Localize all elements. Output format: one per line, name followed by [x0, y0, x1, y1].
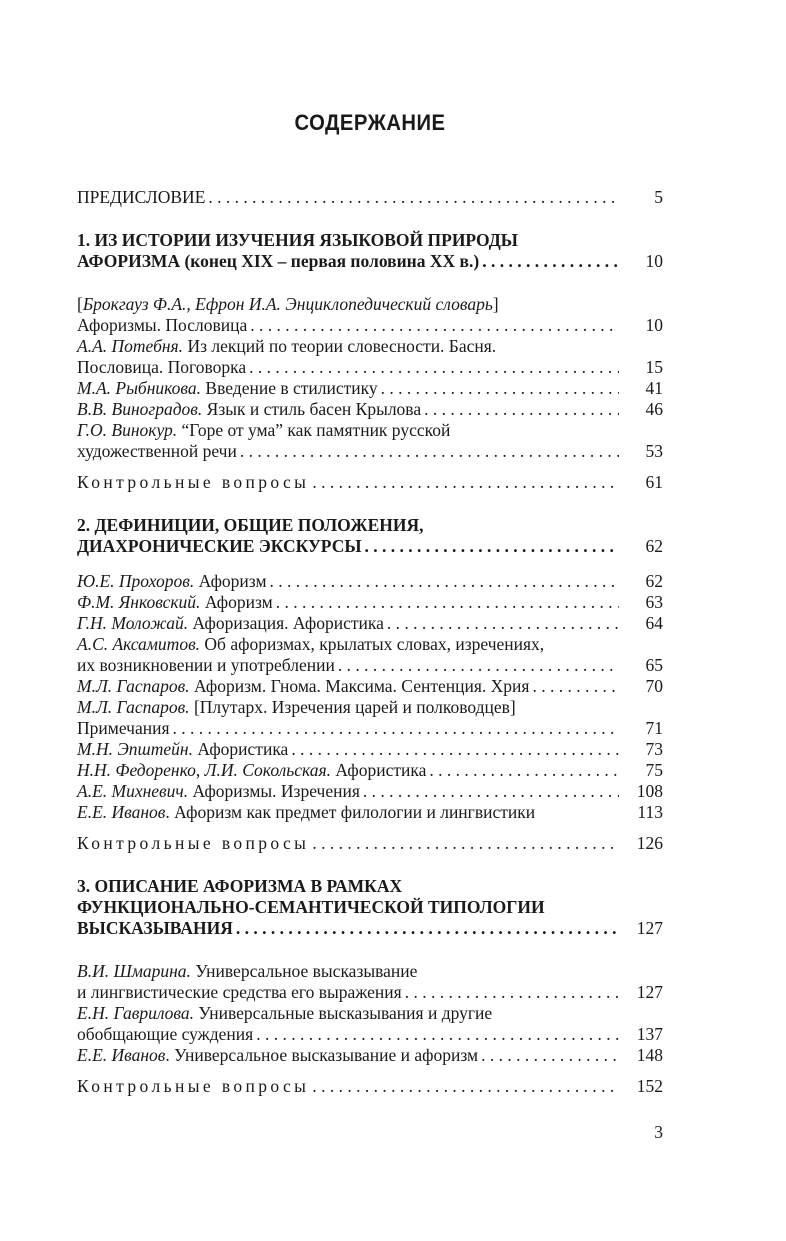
dot-leader	[424, 399, 619, 420]
toc-page-number: 108	[636, 781, 663, 801]
dot-leader	[532, 676, 619, 697]
toc-entry-questions[interactable]	[77, 1076, 663, 1097]
dot-leader	[256, 1024, 619, 1045]
toc-page-number: 152	[636, 1076, 663, 1096]
toc-page-number: 70	[645, 676, 663, 696]
entry-title: . Афоризм как предмет филологии и лингвистики	[165, 802, 536, 822]
section-1-heading-cont[interactable]	[77, 251, 663, 272]
dot-leader	[381, 378, 619, 399]
toc-page-number: 148	[636, 1045, 663, 1065]
entry-author: М.Л. Гаспаров.	[77, 697, 190, 717]
dot-leader	[270, 571, 619, 592]
entry-title: Из лекций по теории словесности. Басня.	[183, 336, 497, 356]
entry-title: . Универсальное высказывание и афоризм	[165, 1045, 479, 1065]
toc-entry[interactable]	[77, 739, 663, 760]
toc-page-number: 137	[636, 1024, 663, 1044]
dot-leader	[291, 739, 619, 760]
entry-title: Универсальные высказывания и другие	[194, 1003, 493, 1023]
toc-entry[interactable]	[77, 676, 663, 697]
dot-leader	[482, 251, 619, 272]
dot-leader	[173, 718, 619, 739]
dot-leader	[363, 781, 619, 802]
section-3-heading-cont[interactable]	[77, 918, 663, 939]
questions-label: Контрольные вопросы	[77, 472, 310, 492]
dot-leader	[338, 655, 619, 676]
entry-author: А.А. Потебня.	[77, 336, 184, 356]
entry-title: Афоризм	[194, 571, 267, 591]
toc-page-number: 41	[645, 378, 663, 398]
toc-entry-cont[interactable]	[77, 655, 663, 676]
entry-author: Е.Е. Иванов	[77, 802, 166, 822]
entry-author: Г.О. Винокур.	[77, 420, 178, 440]
toc-page-number: 127	[636, 982, 663, 1002]
dot-leader	[236, 918, 619, 939]
toc-entry[interactable]	[77, 961, 663, 982]
section-heading-text: 3. ОПИСАНИЕ АФОРИЗМА В РАМКАХ	[77, 876, 403, 896]
dot-leader	[249, 357, 619, 378]
toc-page-number: 75	[645, 760, 663, 780]
toc-entry[interactable]	[77, 399, 663, 420]
dot-leader	[312, 1076, 619, 1097]
entry-author: А.С. Аксамитов.	[77, 634, 201, 654]
dot-leader	[250, 315, 619, 336]
toc-page-number: 10	[645, 315, 663, 335]
section-heading-text: ДИАХРОНИЧЕСКИЕ ЭКСКУРСЫ	[77, 536, 362, 556]
toc-page-number: 64	[645, 613, 663, 633]
toc-page-number: 71	[645, 718, 663, 738]
toc-entry[interactable]: [Брокгауз Ф.А., Ефрон И.А. Энциклопедический словарь]	[77, 294, 499, 314]
section-3-heading-cont[interactable]	[77, 897, 663, 918]
toc-page-number: 62	[645, 536, 663, 556]
entry-title: Язык и стиль басен Крылова	[202, 399, 422, 419]
dot-leader	[405, 982, 619, 1003]
entry-title: Афоризм	[200, 592, 273, 612]
questions-label: Контрольные вопросы	[77, 833, 310, 853]
entry-title: Афоризмы. Пословица	[77, 315, 248, 335]
toc-entry[interactable]	[77, 697, 663, 718]
toc-page-number: 126	[636, 833, 663, 853]
entry-title: их возникновении и употреблении	[77, 655, 335, 675]
toc-entry-preface[interactable]	[77, 187, 663, 208]
toc-page-number: 53	[645, 441, 663, 461]
dot-leader	[481, 1045, 619, 1066]
questions-label: Контрольные вопросы	[77, 1076, 310, 1096]
dot-leader	[387, 613, 619, 634]
entry-title: Афоризм. Гнома. Максима. Сентенция. Хрия	[189, 676, 530, 696]
toc-page-number: 5	[654, 187, 663, 207]
entry-title: Введение в стилистику	[201, 378, 378, 398]
entry-author: М.А. Рыбникова.	[77, 378, 202, 398]
entry-title: Афористика	[331, 760, 427, 780]
entry-title: Афористика	[192, 739, 289, 759]
section-heading-text: АФОРИЗМА (конец XIX – первая половина XX в.)	[77, 251, 480, 271]
entry-title: Примечания	[77, 718, 170, 738]
entry-author: Н.Н. Федоренко	[77, 760, 196, 780]
entry-title: “Горе от ума” как памятник русской	[177, 420, 451, 440]
toc-entry[interactable]	[77, 1045, 663, 1066]
entry-author: М.Н. Эпштейн.	[77, 739, 193, 759]
toc-entry[interactable]	[77, 1003, 663, 1024]
toc-page-number: 63	[645, 592, 663, 612]
toc-entry[interactable]	[77, 378, 663, 399]
entry-title: Афоризация. Афористика	[188, 613, 384, 633]
section-heading-text: ФУНКЦИОНАЛЬНО-СЕМАНТИЧЕСКОЙ ТИПОЛОГИИ	[77, 897, 545, 917]
section-heading-text: 2. ДЕФИНИЦИИ, ОБЩИЕ ПОЛОЖЕНИЯ,	[77, 515, 424, 535]
dot-leader	[312, 472, 619, 493]
entry-title: Универсальное высказывание	[190, 961, 418, 981]
entry-title: Об афоризмах, крылатых словах, изречениях,	[200, 634, 545, 654]
dot-leader	[240, 441, 619, 462]
section-1-heading[interactable]	[77, 230, 663, 251]
entry-author: Г.Н. Моложай.	[77, 613, 189, 633]
toc-page-number: 61	[645, 472, 663, 492]
toc-entry[interactable]	[77, 781, 663, 802]
dot-leader	[276, 592, 619, 613]
toc-entry[interactable]	[77, 802, 663, 823]
toc-entry[interactable]	[77, 613, 663, 634]
toc-page-number: 15	[645, 357, 663, 377]
entry-author: В.В. Виноградов.	[77, 399, 203, 419]
toc-page-number: 46	[645, 399, 663, 419]
dot-leader	[312, 833, 619, 854]
toc-entry-cont[interactable]	[77, 1024, 663, 1045]
entry-author: Ф.М. Янковский.	[77, 592, 201, 612]
toc-entry[interactable]	[77, 336, 663, 357]
toc-entry-questions[interactable]	[77, 833, 663, 854]
entry-title: Пословица. Поговорка	[77, 357, 247, 377]
toc-entry[interactable]	[77, 571, 663, 592]
page-number: 3	[654, 1122, 663, 1142]
toc-entry-label: ПРЕДИСЛОВИЕ	[77, 187, 206, 207]
section-2-heading-cont[interactable]	[77, 536, 663, 557]
toc-entry[interactable]: Н.Н. Федоренко, Л.И. Сокольская. Афористика . . . 75	[77, 760, 663, 781]
section-heading-text: ВЫСКАЗЫВАНИЯ	[77, 918, 233, 938]
toc-entry-cont[interactable]	[77, 441, 663, 462]
entry-title: Афоризмы. Изречения	[188, 781, 360, 801]
entry-author: Е.Е. Иванов	[77, 1045, 166, 1065]
entry-title: [Плутарх. Изречения царей и полководцев]	[189, 697, 516, 717]
toc-page-number: 10	[645, 251, 663, 271]
dot-leader	[208, 187, 619, 208]
entry-author: А.Е. Михневич.	[77, 781, 189, 801]
toc-page-number: 127	[636, 918, 663, 938]
section-heading-text: 1. ИЗ ИСТОРИИ ИЗУЧЕНИЯ ЯЗЫКОВОЙ ПРИРОДЫ	[77, 230, 518, 250]
toc-page-number: 62	[645, 571, 663, 591]
dot-leader	[365, 536, 619, 557]
entry-title: обобщающие суждения	[77, 1024, 254, 1044]
entry-author: Е.Н. Гаврилова.	[77, 1003, 195, 1023]
toc-entry-questions[interactable]	[77, 472, 663, 493]
entry-title: и лингвистические средства его выражения	[77, 982, 402, 1002]
toc-entry-cont[interactable]	[77, 982, 663, 1003]
toc-entry[interactable]	[77, 592, 663, 613]
dot-leader	[429, 760, 619, 781]
entry-author: М.Л. Гаспаров.	[77, 676, 190, 696]
table-of-contents	[77, 187, 663, 1097]
section-3-heading[interactable]	[77, 876, 663, 897]
entry-author: Брокгауз Ф.А., Ефрон И.А. Энциклопедический словарь	[82, 294, 493, 314]
toc-entry-cont[interactable]	[77, 718, 663, 739]
section-2-heading[interactable]	[77, 515, 663, 536]
entry-author: Ю.Е. Прохоров.	[77, 571, 195, 591]
toc-entry[interactable]	[77, 634, 663, 655]
toc-entry-cont[interactable]	[77, 357, 663, 378]
toc-page-number: 65	[645, 655, 663, 675]
entry-title: художественной речи	[77, 441, 237, 461]
entry-author: В.И. Шмарина.	[77, 961, 191, 981]
entry-author: Л.И. Сокольская.	[204, 760, 332, 780]
toc-entry[interactable]	[77, 420, 663, 441]
page-title: СОДЕРЖАНИЕ	[294, 110, 446, 135]
toc-page-number: 73	[645, 739, 663, 759]
toc-entry-cont[interactable]	[77, 315, 663, 336]
toc-page-number: 113	[637, 802, 663, 822]
